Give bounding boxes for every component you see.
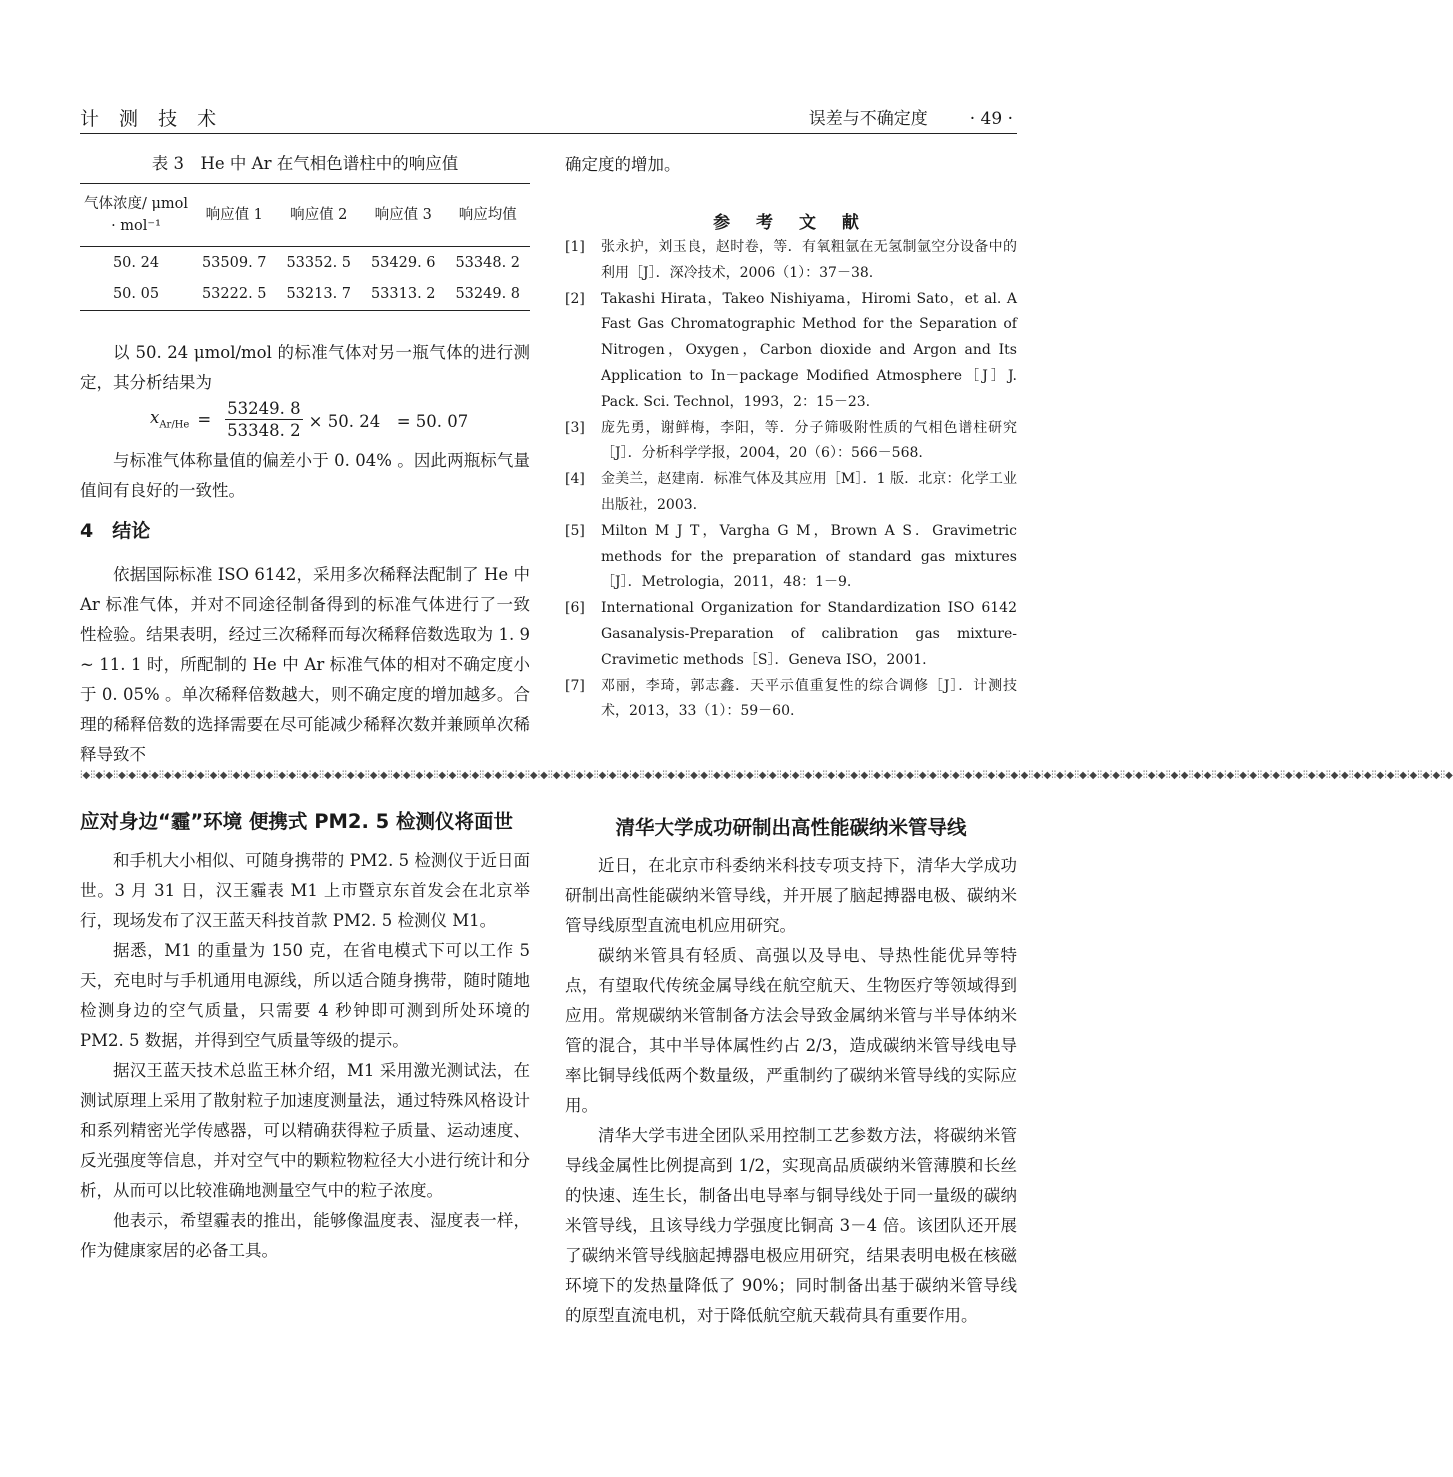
reference-list (565, 235, 1017, 725)
reference-text: 张永护，刘玉良，赵时卷，等．有氧粗氩在无氢制氩空分设备中的利用［J］．深冷技术，2006（1）：37－38. (601, 239, 1017, 281)
numerator: 53249. 8 (227, 399, 301, 418)
table-header-cell: 响应值 2 (290, 207, 348, 223)
reference-number: [6] (565, 600, 585, 617)
paragraph (80, 338, 530, 398)
table-header-cell: 响应值 3 (374, 207, 432, 223)
paragraph-text: 与标准气体称量值的偏差小于 0. 04% 。因此两瓶标气量值间有良好的一致性。 (80, 451, 530, 500)
paragraph-text: 和手机大小相似、可随身携带的 PM2. 5 检测仪于近日面世。3 月 31 日，汉王霾表 M1 上市暨京东首发会在北京举行，现场发布了汉王蓝天科技首款 PM2. 5 检测仪 M1。 (80, 851, 530, 930)
reference-number: [2] (565, 290, 585, 307)
section-heading: 4 结论 (80, 520, 151, 542)
table-cell: 53213. 7 (286, 286, 352, 303)
reference-item (565, 467, 1017, 519)
paragraph-text: 依据国际标准 ISO 6142，采用多次稀释法配制了 He 中 Ar 标准气体，并对不同途径制备得到的标准气体进行了一致性检验。结果表明，经过三次稀释而每次稀释倍数选取为 1. 9 ~ 11. 1 时，所配制的 He 中 Ar 标准气体的相对不确定度小于 0. 05% 。单次稀释倍数越大，则不确定度的增加越多。合理的稀释倍数的选择需要在尽可能减少稀释次数并兼顾单次稀释导致不 (80, 565, 530, 764)
reference-item (565, 416, 1017, 468)
equation-subscript: Ar/He (159, 419, 190, 431)
paragraph-text: 他表示，希望霾表的推出，能够像温度表、湿度表一样，作为健康家居的必备工具。 (80, 1211, 530, 1260)
paragraph-text: 碳纳米管具有轻质、高强以及导电、导热性能优异等特点，有望取代传统金属导线在航空航天、生物医疗等领域得到应用。常规碳纳米管制备方法会导致金属纳米管与半导体纳米管的混合，其中半导体属性约占 2/3，造成碳纳米管导线电导率比铜导线低两个数量级，严重制约了碳纳米管导线的实际应用。 (565, 946, 1017, 1115)
reference-number: [5] (565, 522, 585, 539)
section-title: 误差与不确定度 (808, 109, 928, 129)
table-header-cell: 响应均值 (458, 207, 517, 223)
reference-item (565, 287, 1017, 416)
divider-pattern: ⫶◆⫶⫶◆⫶◆⫶⫶◆⫶◆⫶⫶◆⫶◆⫶⫶◆⫶◆⫶⫶◆⫶◆⫶⫶◆⫶◆⫶⫶◆⫶◆⫶⫶◆⫶◆⫶⫶◆⫶◆⫶⫶◆⫶◆⫶⫶◆⫶◆⫶⫶◆⫶◆⫶⫶◆⫶◆⫶⫶◆⫶◆⫶⫶◆⫶◆⫶⫶◆⫶◆⫶⫶◆⫶◆⫶⫶◆⫶◆⫶⫶◆⫶◆⫶⫶◆⫶◆⫶⫶◆⫶◆⫶⫶◆⫶◆⫶⫶◆⫶◆⫶⫶◆⫶◆⫶⫶◆⫶◆⫶⫶◆⫶◆⫶⫶◆⫶◆⫶⫶◆⫶◆⫶⫶◆⫶◆⫶⫶◆⫶◆⫶⫶◆⫶◆⫶⫶◆⫶◆⫶⫶◆⫶◆⫶⫶◆⫶◆⫶⫶◆⫶◆⫶⫶◆⫶◆⫶⫶◆⫶◆⫶⫶◆⫶◆⫶⫶◆⫶◆⫶⫶◆⫶◆⫶⫶◆⫶◆⫶⫶◆⫶◆⫶⫶◆⫶◆⫶⫶◆⫶◆⫶⫶◆⫶◆⫶⫶◆⫶◆⫶⫶◆⫶◆⫶⫶◆⫶◆⫶⫶◆⫶◆⫶⫶◆⫶◆⫶⫶◆⫶◆⫶⫶◆⫶◆⫶⫶◆⫶◆⫶⫶◆⫶◆⫶⫶◆⫶◆⫶⫶◆⫶◆⫶⫶◆⫶◆⫶⫶◆⫶◆⫶⫶◆⫶◆⫶⫶◆ (80, 769, 1453, 781)
denominator: 53348. 2 (227, 421, 301, 440)
references-heading: 参 考 文 献 (713, 213, 869, 233)
paragraph-text: 以 50. 24 μmol/mol 的标准气体对另一瓶气体的进行测定，其分析结果为 (80, 343, 530, 392)
paragraph-text: 确定度的增加。 (565, 155, 681, 174)
table-cell: 53249. 8 (455, 286, 521, 303)
reference-item (565, 519, 1017, 596)
reference-text: Milton M J T，Vargha G M，Brown A S．Gravimetric methods for the preparation of standard gas mixtures［J］．Metrologia，2011，48：1－9. (601, 522, 1017, 591)
reference-item (565, 235, 1017, 287)
equation (150, 398, 468, 441)
equation-var: x (150, 408, 160, 428)
news-title-left: 应对身边“霾”环境 便携式 PM2. 5 检测仪将面世 (80, 810, 514, 833)
paragraph-text: 近日，在北京市科委纳米科技专项支持下，清华大学成功研制出高性能碳纳米管导线，并开展了脑起搏器电极、碳纳米管导线原型直流电机应用研究。 (565, 856, 1017, 935)
table-cell: 53509. 7 (201, 254, 267, 271)
news-body-right (565, 851, 1017, 1331)
reference-text: 邓丽，李琦，郭志鑫．天平示值重复性的综合调修［J］．计测技术，2013，33（1）：59－60. (601, 677, 1017, 720)
reference-text: International Organization for Standardization ISO 6142 Gasanalysis-Preparation of calibration gas mixture-Cravimetic methods［S］．Geneva ISO，2001. (601, 600, 1017, 668)
paragraph-text: 据汉王蓝天技术总监王林介绍，M1 采用激光测试法，在测试原理上采用了散射粒子加速度测量法，通过特殊风格设计和系列精密光学传感器，可以精确获得粒子质量、运动速度、反光强度等信息，并对空气中的颗粒物粒径大小进行统计和分析，从而可以比较准确地测量空气中的粒子浓度。 (80, 1061, 530, 1200)
paragraph-text: 据悉，M1 的重量为 150 克，在省电模式下可以工作 5 天，充电时与手机通用电源线，所以适合随身携带，随时随地检测身边的空气质量，只需要 4 秒钟即可测到所处环境的 PM2. 5 数据，并得到空气质量等级的提示。 (80, 941, 530, 1050)
reference-number: [1] (565, 239, 585, 255)
table-3 (80, 183, 530, 311)
table-cell: 53352. 5 (286, 254, 352, 271)
table-row (80, 279, 530, 311)
journal-name: 计 测 技 术 (80, 108, 224, 130)
conclusion-paragraph (80, 560, 530, 770)
table-header-cell: 气体浓度/ μmol · mol⁻¹ (83, 196, 189, 234)
continuation-text (565, 150, 1017, 180)
equation-lhs (150, 408, 189, 430)
reference-text: Takashi Hirata，Takeo Nishiyama，Hiromi Sato，et al. A Fast Gas Chromatographic Method for the Separation of Nitrogen，Oxygen，Carbon dioxide and Argon and Its Application to In－package Modified Atmosphere［J］J. Pack. Sci. Technol，1993，2：15－23. (601, 290, 1017, 410)
equation-rest: × 50. 24 = 50. 07 (308, 411, 469, 431)
news-body-left (80, 846, 530, 1266)
header-right (809, 104, 1013, 129)
reference-text: 庞先勇，谢鲜梅，李阳，等．分子筛吸附性质的气相色谱柱研究［J］．分析科学学报，2004，20（6）：566－568. (601, 419, 1017, 462)
page-number: · 49 · (969, 109, 1013, 129)
paragraph-text: 清华大学韦进全团队采用控制工艺参数方法，将碳纳米管导线金属性比例提高到 1/2，实现高品质碳纳米管薄膜和长丝的快速、连生长，制备出电导率与铜导线处于同一量级的碳纳米管导线，且该导线力学强度比铜高 3－4 倍。该团队还开展了碳纳米管导线脑起搏器电极应用研究，结果表明电极在核磁环境下的发热量降低了 90%；同时制备出基于碳纳米管导线的原型直流电机，对于降低航空航天载荷具有重要作用。 (565, 1126, 1017, 1325)
table-cell: 53222. 5 (201, 286, 267, 303)
table-cell: 53313. 2 (370, 286, 436, 303)
header-rule (80, 133, 1017, 134)
table-header-cell: 响应值 1 (205, 207, 263, 223)
table-header-row (80, 184, 530, 247)
fraction (225, 398, 302, 441)
paragraph (80, 446, 530, 506)
equals-sign: = (197, 410, 212, 429)
reference-item (565, 674, 1017, 726)
reference-item (565, 596, 1017, 673)
table-cell: 50. 24 (112, 254, 160, 271)
table-cell: 53429. 6 (370, 254, 436, 271)
table-caption: 表 3 He 中 Ar 在气相色谱柱中的响应值 (151, 154, 459, 173)
reference-number: [3] (565, 419, 585, 436)
reference-text: 金美兰，赵建南．标准气体及其应用［M］．1 版．北京：化学工业出版社，2003. (601, 471, 1017, 513)
table-cell: 50. 05 (112, 286, 160, 303)
table-row (80, 247, 530, 279)
reference-number: [7] (565, 677, 585, 694)
table-cell: 53348. 2 (455, 254, 521, 271)
reference-number: [4] (565, 471, 585, 488)
news-title-right: 清华大学成功研制出高性能碳纳米管导线 (615, 816, 967, 839)
ornamental-divider (80, 769, 1453, 781)
